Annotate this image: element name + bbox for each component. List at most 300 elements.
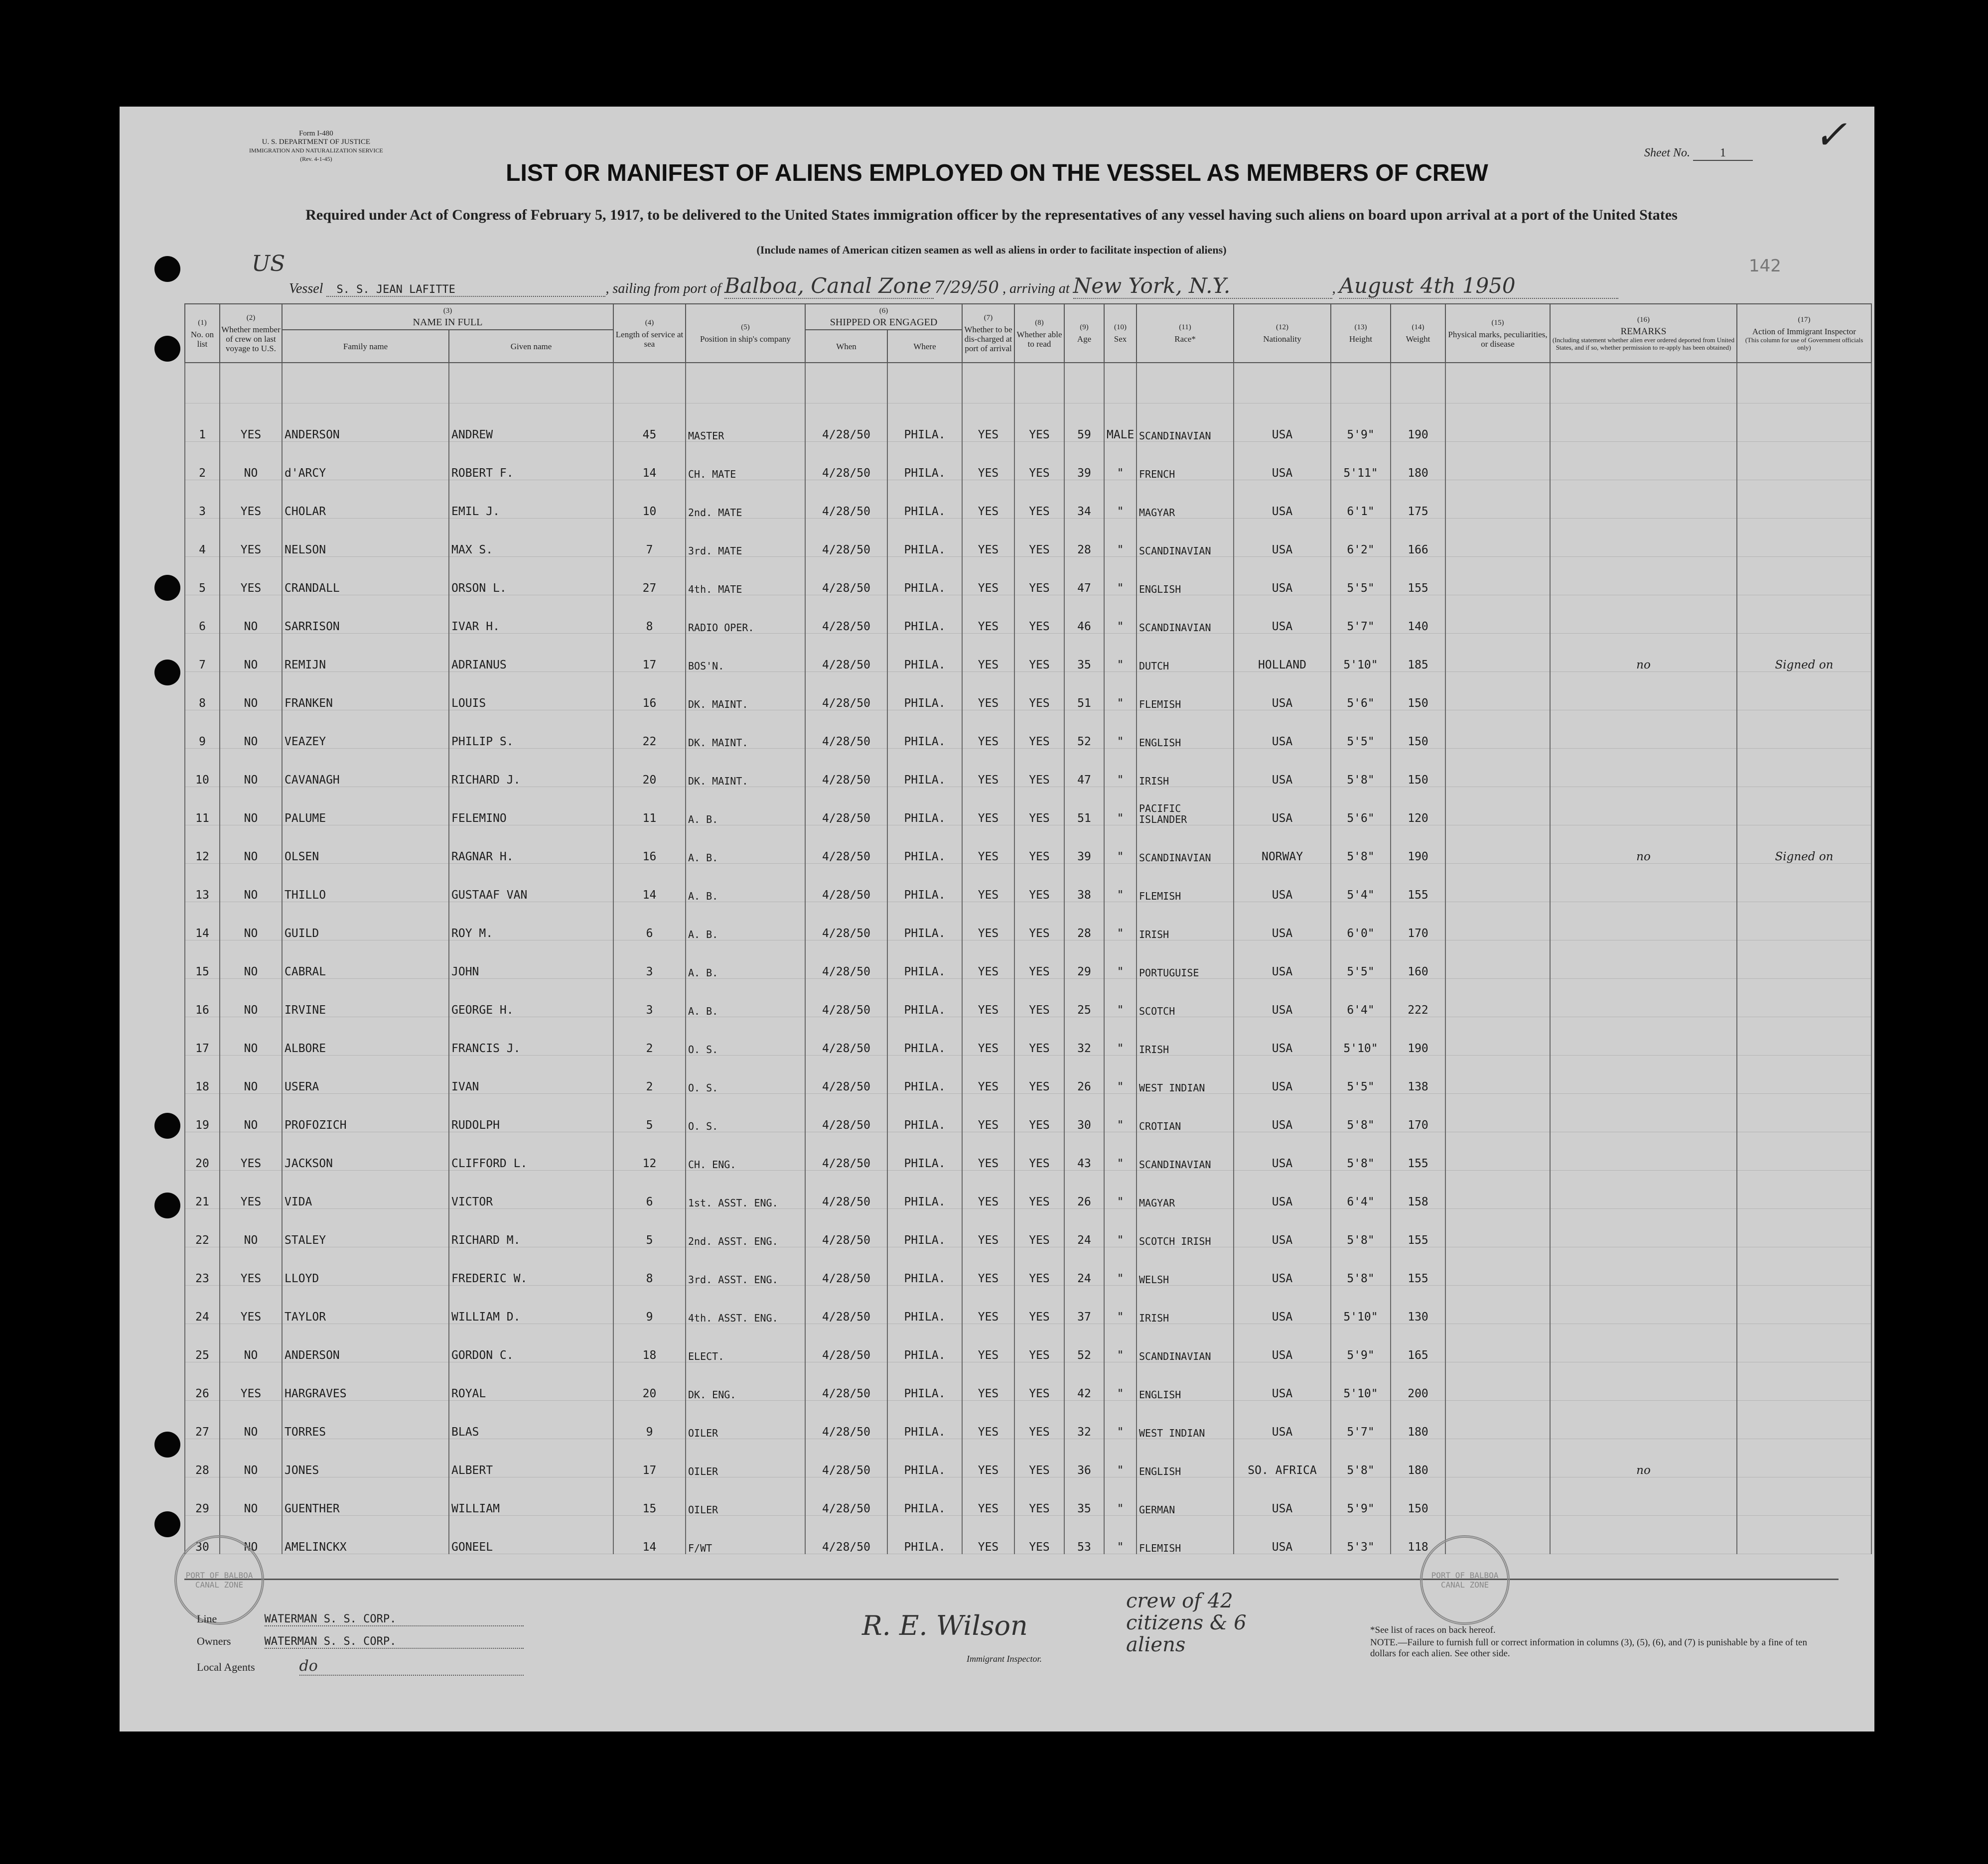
- shipped-when-cell: 4/28/50: [805, 1477, 887, 1516]
- length-of-service-cell: 20: [613, 1362, 686, 1401]
- given-name-cell: MAX S.: [449, 519, 613, 557]
- able-to-read-cell: YES: [1014, 442, 1064, 480]
- able-to-read-cell: YES: [1014, 1439, 1064, 1477]
- to-be-discharged-cell: YES: [962, 1516, 1014, 1554]
- member-last-voyage-cell: NO: [220, 1516, 282, 1554]
- height-cell: 5'8": [1331, 1439, 1391, 1477]
- inspector-action-cell: [1737, 403, 1871, 442]
- col-height-header: (13) Height: [1331, 304, 1391, 363]
- to-be-discharged-cell: YES: [962, 672, 1014, 710]
- length-of-service-cell: 14: [613, 1516, 686, 1554]
- height-cell: 6'0": [1331, 902, 1391, 940]
- punch-hole: [154, 1113, 180, 1139]
- nationality-cell: USA: [1234, 480, 1331, 519]
- vessel-hand-prefix: US: [252, 251, 285, 276]
- to-be-discharged-cell: YES: [962, 1401, 1014, 1439]
- weight-cell: 150: [1391, 672, 1445, 710]
- length-of-service-cell: 2: [613, 1056, 686, 1094]
- given-name-cell: ANDREW: [449, 403, 613, 442]
- nationality-cell: USA: [1234, 710, 1331, 749]
- nationality-cell: USA: [1234, 557, 1331, 595]
- to-be-discharged-cell: YES: [962, 710, 1014, 749]
- shipped-where-cell: PHILA.: [887, 979, 962, 1017]
- sex-cell: ": [1104, 1286, 1136, 1324]
- vessel-line: Vessel S. S. JEAN LAFITTE , sailing from port of Balboa, Canal Zone 7/29/50 , arriving at New York, N.Y. , August 4th 1950: [289, 273, 1618, 299]
- sex-cell: ": [1104, 1171, 1136, 1209]
- shipped-where-cell: PHILA.: [887, 1516, 962, 1554]
- age-cell: 35: [1064, 634, 1104, 672]
- col-age-header: (9) Age: [1064, 304, 1104, 363]
- shipped-when-cell: 4/28/50: [805, 672, 887, 710]
- physical-marks-cell: [1445, 634, 1550, 672]
- col-shipped-header: (6) SHIPPED OR ENGAGED: [805, 304, 962, 330]
- weight-cell: 155: [1391, 1132, 1445, 1171]
- family-name-cell: VIDA: [282, 1171, 449, 1209]
- nationality-cell: USA: [1234, 1286, 1331, 1324]
- crew-rows: [185, 363, 1871, 1554]
- family-name-cell: SARRISON: [282, 595, 449, 634]
- inspector-action-cell: Signed on: [1737, 634, 1871, 672]
- length-of-service-cell: 45: [613, 403, 686, 442]
- table-row: [185, 1477, 1871, 1516]
- to-be-discharged-cell: YES: [962, 519, 1014, 557]
- shipped-where-cell: PHILA.: [887, 672, 962, 710]
- nationality-cell: USA: [1234, 1132, 1331, 1171]
- remarks-cell: [1550, 1247, 1737, 1286]
- member-last-voyage-cell: NO: [220, 1056, 282, 1094]
- given-name-cell: ROBERT F.: [449, 442, 613, 480]
- remarks-cell: [1550, 1324, 1737, 1362]
- punch-hole: [154, 575, 180, 601]
- crew-count-note: crew of 42 citizens & 6 aliens: [1126, 1590, 1247, 1656]
- member-last-voyage-cell: NO: [220, 979, 282, 1017]
- table-row: [185, 1056, 1871, 1094]
- table-row: [185, 634, 1871, 672]
- able-to-read-cell: YES: [1014, 940, 1064, 979]
- row-number-cell: 21: [185, 1171, 220, 1209]
- ship-position-cell: F/WT: [686, 1516, 805, 1554]
- shipped-when-cell: 4/28/50: [805, 787, 887, 825]
- shipped-when-cell: 4/28/50: [805, 634, 887, 672]
- weight-cell: 180: [1391, 1401, 1445, 1439]
- shipped-where-cell: PHILA.: [887, 940, 962, 979]
- age-cell: 25: [1064, 979, 1104, 1017]
- age-cell: 29: [1064, 940, 1104, 979]
- to-be-discharged-cell: YES: [962, 1324, 1014, 1362]
- physical-marks-cell: [1445, 442, 1550, 480]
- age-cell: 34: [1064, 480, 1104, 519]
- nationality-cell: USA: [1234, 902, 1331, 940]
- able-to-read-cell: YES: [1014, 1247, 1064, 1286]
- family-name-cell: THILLO: [282, 864, 449, 902]
- age-cell: 26: [1064, 1056, 1104, 1094]
- height-cell: 6'2": [1331, 519, 1391, 557]
- inspector-action-cell: [1737, 1324, 1871, 1362]
- nationality-cell: USA: [1234, 595, 1331, 634]
- height-cell: 5'9": [1331, 1477, 1391, 1516]
- sex-cell: ": [1104, 1516, 1136, 1554]
- to-be-discharged-cell: YES: [962, 1056, 1014, 1094]
- table-row: [185, 442, 1871, 480]
- physical-marks-cell: [1445, 1362, 1550, 1401]
- length-of-service-cell: 8: [613, 595, 686, 634]
- inspector-action-cell: [1737, 557, 1871, 595]
- age-cell: 30: [1064, 1094, 1104, 1132]
- table-row: [185, 1439, 1871, 1477]
- family-name-cell: CAVANAGH: [282, 749, 449, 787]
- inspector-action-cell: [1737, 1516, 1871, 1554]
- race-cell: ENGLISH: [1136, 1439, 1234, 1477]
- sex-cell: ": [1104, 902, 1136, 940]
- race-cell: SCOTCH: [1136, 979, 1234, 1017]
- shipped-where-cell: PHILA.: [887, 634, 962, 672]
- remarks-cell: [1550, 1094, 1737, 1132]
- length-of-service-cell: 5: [613, 1094, 686, 1132]
- age-cell: 51: [1064, 787, 1104, 825]
- ship-position-cell: 2nd. ASST. ENG.: [686, 1209, 805, 1247]
- table-row: [185, 1247, 1871, 1286]
- weight-cell: 155: [1391, 557, 1445, 595]
- age-cell: 26: [1064, 1171, 1104, 1209]
- given-name-cell: GORDON C.: [449, 1324, 613, 1362]
- arrival-date: August 4th 1950: [1339, 273, 1618, 299]
- age-cell: 24: [1064, 1247, 1104, 1286]
- member-last-voyage-cell: YES: [220, 1171, 282, 1209]
- nationality-cell: USA: [1234, 1056, 1331, 1094]
- able-to-read-cell: YES: [1014, 595, 1064, 634]
- ship-position-cell: 1st. ASST. ENG.: [686, 1171, 805, 1209]
- stamp-number: 142: [1749, 256, 1781, 276]
- weight-cell: 190: [1391, 825, 1445, 864]
- member-last-voyage-cell: YES: [220, 480, 282, 519]
- shipped-where-cell: PHILA.: [887, 1286, 962, 1324]
- weight-cell: 150: [1391, 749, 1445, 787]
- sex-cell: ": [1104, 1209, 1136, 1247]
- col-race-header: (11) Race*: [1136, 304, 1234, 363]
- vessel-label: Vessel: [289, 281, 323, 296]
- shipped-when-cell: 4/28/50: [805, 1439, 887, 1477]
- inspector-action-cell: [1737, 749, 1871, 787]
- given-name-cell: GONEEL: [449, 1516, 613, 1554]
- shipped-when-cell: 4/28/50: [805, 1401, 887, 1439]
- row-number-cell: 20: [185, 1132, 220, 1171]
- nationality-cell: USA: [1234, 672, 1331, 710]
- nationality-cell: NORWAY: [1234, 825, 1331, 864]
- able-to-read-cell: YES: [1014, 1132, 1064, 1171]
- length-of-service-cell: 2: [613, 1017, 686, 1056]
- race-cell: PACIFIC ISLANDER: [1136, 787, 1234, 825]
- departure-port: Balboa, Canal Zone: [724, 273, 934, 299]
- inspector-action-cell: [1737, 442, 1871, 480]
- row-number-cell: 28: [185, 1439, 220, 1477]
- shipped-when-cell: 4/28/50: [805, 979, 887, 1017]
- form-id-block: [249, 130, 383, 163]
- given-name-cell: IVAN: [449, 1056, 613, 1094]
- inspector-action-cell: [1737, 1362, 1871, 1401]
- ship-position-cell: OILER: [686, 1401, 805, 1439]
- weight-cell: 175: [1391, 480, 1445, 519]
- race-cell: ENGLISH: [1136, 1362, 1234, 1401]
- owners-field: [197, 1635, 524, 1649]
- able-to-read-cell: YES: [1014, 1171, 1064, 1209]
- family-name-cell: JONES: [282, 1439, 449, 1477]
- given-name-cell: LOUIS: [449, 672, 613, 710]
- col-position-header: (5) Position in ship's company: [686, 304, 805, 363]
- weight-cell: 165: [1391, 1324, 1445, 1362]
- age-cell: 52: [1064, 1324, 1104, 1362]
- inspector-action-cell: [1737, 672, 1871, 710]
- shipped-where-cell: PHILA.: [887, 1094, 962, 1132]
- given-name-cell: FREDERIC W.: [449, 1247, 613, 1286]
- to-be-discharged-cell: YES: [962, 557, 1014, 595]
- weight-cell: 160: [1391, 940, 1445, 979]
- weight-cell: 170: [1391, 1094, 1445, 1132]
- member-last-voyage-cell: NO: [220, 787, 282, 825]
- weight-cell: 140: [1391, 595, 1445, 634]
- remarks-cell: [1550, 1286, 1737, 1324]
- remarks-cell: [1550, 979, 1737, 1017]
- remarks-cell: [1550, 672, 1737, 710]
- physical-marks-cell: [1445, 825, 1550, 864]
- sex-cell: ": [1104, 1439, 1136, 1477]
- to-be-discharged-cell: YES: [962, 1132, 1014, 1171]
- ship-position-cell: A. B.: [686, 902, 805, 940]
- to-be-discharged-cell: YES: [962, 1286, 1014, 1324]
- shipped-where-cell: PHILA.: [887, 902, 962, 940]
- age-cell: 42: [1064, 1362, 1104, 1401]
- remarks-cell: [1550, 749, 1737, 787]
- shipped-when-cell: 4/28/50: [805, 1516, 887, 1554]
- length-of-service-cell: 16: [613, 672, 686, 710]
- nationality-cell: USA: [1234, 1017, 1331, 1056]
- family-name-cell: CHOLAR: [282, 480, 449, 519]
- shipped-where-cell: PHILA.: [887, 1324, 962, 1362]
- col-no-header: (1) No. on list: [185, 304, 220, 363]
- height-cell: 5'10": [1331, 1362, 1391, 1401]
- race-cell: SCOTCH IRISH: [1136, 1209, 1234, 1247]
- row-number-cell: 12: [185, 825, 220, 864]
- able-to-read-cell: YES: [1014, 979, 1064, 1017]
- ship-position-cell: 4th. ASST. ENG.: [686, 1286, 805, 1324]
- height-cell: 5'5": [1331, 710, 1391, 749]
- physical-marks-cell: [1445, 979, 1550, 1017]
- sex-cell: ": [1104, 519, 1136, 557]
- race-cell: WEST INDIAN: [1136, 1401, 1234, 1439]
- given-name-cell: WILLIAM D.: [449, 1286, 613, 1324]
- race-cell: SCANDINAVIAN: [1136, 519, 1234, 557]
- table-row: [185, 557, 1871, 595]
- length-of-service-cell: 14: [613, 864, 686, 902]
- able-to-read-cell: YES: [1014, 749, 1064, 787]
- inspector-action-cell: [1737, 787, 1871, 825]
- ship-position-cell: CH. MATE: [686, 442, 805, 480]
- table-row: [185, 672, 1871, 710]
- remarks-cell: [1550, 442, 1737, 480]
- inspector-action-cell: [1737, 864, 1871, 902]
- ship-position-cell: DK. MAINT.: [686, 710, 805, 749]
- member-last-voyage-cell: YES: [220, 1247, 282, 1286]
- nationality-cell: USA: [1234, 1209, 1331, 1247]
- sex-cell: ": [1104, 1094, 1136, 1132]
- given-name-cell: EMIL J.: [449, 480, 613, 519]
- shipped-where-cell: PHILA.: [887, 1209, 962, 1247]
- member-last-voyage-cell: NO: [220, 595, 282, 634]
- length-of-service-cell: 3: [613, 979, 686, 1017]
- row-number-cell: 6: [185, 595, 220, 634]
- able-to-read-cell: YES: [1014, 1516, 1064, 1554]
- family-name-cell: IRVINE: [282, 979, 449, 1017]
- shipped-where-cell: PHILA.: [887, 864, 962, 902]
- physical-marks-cell: [1445, 595, 1550, 634]
- member-last-voyage-cell: NO: [220, 749, 282, 787]
- shipped-where-cell: PHILA.: [887, 1132, 962, 1171]
- able-to-read-cell: YES: [1014, 1209, 1064, 1247]
- length-of-service-cell: 12: [613, 1132, 686, 1171]
- inspector-action-cell: [1737, 480, 1871, 519]
- ship-position-cell: ELECT.: [686, 1324, 805, 1362]
- ship-position-cell: OILER: [686, 1477, 805, 1516]
- member-last-voyage-cell: YES: [220, 519, 282, 557]
- able-to-read-cell: YES: [1014, 1094, 1064, 1132]
- length-of-service-cell: 3: [613, 940, 686, 979]
- row-number-cell: 2: [185, 442, 220, 480]
- sex-cell: ": [1104, 787, 1136, 825]
- punch-hole: [154, 256, 180, 282]
- race-cell: IRISH: [1136, 1286, 1234, 1324]
- sex-cell: ": [1104, 1017, 1136, 1056]
- ship-position-cell: 3rd. ASST. ENG.: [686, 1247, 805, 1286]
- to-be-discharged-cell: YES: [962, 940, 1014, 979]
- length-of-service-cell: 17: [613, 1439, 686, 1477]
- age-cell: 37: [1064, 1286, 1104, 1324]
- table-row: [185, 1094, 1871, 1132]
- age-cell: 47: [1064, 749, 1104, 787]
- nationality-cell: USA: [1234, 749, 1331, 787]
- to-be-discharged-cell: YES: [962, 1094, 1014, 1132]
- member-last-voyage-cell: YES: [220, 403, 282, 442]
- member-last-voyage-cell: NO: [220, 1324, 282, 1362]
- to-be-discharged-cell: YES: [962, 480, 1014, 519]
- shipped-when-cell: 4/28/50: [805, 442, 887, 480]
- shipped-when-cell: 4/28/50: [805, 403, 887, 442]
- length-of-service-cell: 6: [613, 1171, 686, 1209]
- row-number-cell: 17: [185, 1017, 220, 1056]
- member-last-voyage-cell: NO: [220, 710, 282, 749]
- length-of-service-cell: 5: [613, 1209, 686, 1247]
- row-number-cell: 26: [185, 1362, 220, 1401]
- races-note: *See list of races on back hereof.: [1370, 1625, 1496, 1635]
- nationality-cell: USA: [1234, 1247, 1331, 1286]
- race-cell: FRENCH: [1136, 442, 1234, 480]
- race-cell: IRISH: [1136, 749, 1234, 787]
- able-to-read-cell: YES: [1014, 519, 1064, 557]
- race-cell: SCANDINAVIAN: [1136, 1324, 1234, 1362]
- length-of-service-cell: 11: [613, 787, 686, 825]
- table-row: [185, 480, 1871, 519]
- form-dept: U. S. DEPARTMENT OF JUSTICE: [262, 138, 371, 146]
- to-be-discharged-cell: YES: [962, 1439, 1014, 1477]
- remarks-cell: no: [1550, 1439, 1737, 1477]
- age-cell: 38: [1064, 864, 1104, 902]
- height-cell: 5'3": [1331, 1516, 1391, 1554]
- inspector-action-cell: [1737, 1017, 1871, 1056]
- remarks-cell: [1550, 595, 1737, 634]
- able-to-read-cell: YES: [1014, 1017, 1064, 1056]
- age-cell: 32: [1064, 1401, 1104, 1439]
- height-cell: 5'8": [1331, 749, 1391, 787]
- physical-marks-cell: [1445, 1171, 1550, 1209]
- ship-position-cell: DK. MAINT.: [686, 672, 805, 710]
- weight-cell: 130: [1391, 1286, 1445, 1324]
- given-name-cell: PHILIP S.: [449, 710, 613, 749]
- shipped-when-cell: 4/28/50: [805, 1171, 887, 1209]
- race-cell: PORTUGUISE: [1136, 940, 1234, 979]
- family-name-cell: ANDERSON: [282, 1324, 449, 1362]
- family-name-cell: NELSON: [282, 519, 449, 557]
- table-row: [185, 1209, 1871, 1247]
- remarks-cell: [1550, 787, 1737, 825]
- col-service-header: (4) Length of service at sea: [613, 304, 686, 363]
- remarks-cell: [1550, 1171, 1737, 1209]
- punch-hole: [154, 1511, 180, 1537]
- given-name-cell: WILLIAM: [449, 1477, 613, 1516]
- form-rev: (Rev. 4-1-45): [300, 155, 332, 162]
- agents-field: [197, 1657, 524, 1676]
- agents-value: do: [299, 1657, 524, 1676]
- member-last-voyage-cell: YES: [220, 1362, 282, 1401]
- height-cell: 6'4": [1331, 1171, 1391, 1209]
- physical-marks-cell: [1445, 1477, 1550, 1516]
- member-last-voyage-cell: NO: [220, 672, 282, 710]
- ship-position-cell: CH. ENG.: [686, 1132, 805, 1171]
- height-cell: 5'8": [1331, 825, 1391, 864]
- age-cell: 53: [1064, 1516, 1104, 1554]
- shipped-where-cell: PHILA.: [887, 1401, 962, 1439]
- weight-cell: 170: [1391, 902, 1445, 940]
- able-to-read-cell: YES: [1014, 864, 1064, 902]
- able-to-read-cell: YES: [1014, 1362, 1064, 1401]
- shipped-where-cell: PHILA.: [887, 442, 962, 480]
- height-cell: 5'8": [1331, 1132, 1391, 1171]
- physical-marks-cell: [1445, 1324, 1550, 1362]
- length-of-service-cell: 22: [613, 710, 686, 749]
- shipped-when-cell: 4/28/50: [805, 1247, 887, 1286]
- shipped-when-cell: 4/28/50: [805, 710, 887, 749]
- sex-cell: ": [1104, 480, 1136, 519]
- family-name-cell: ALBORE: [282, 1017, 449, 1056]
- height-cell: 6'1": [1331, 480, 1391, 519]
- to-be-discharged-cell: YES: [962, 403, 1014, 442]
- member-last-voyage-cell: NO: [220, 1439, 282, 1477]
- height-cell: 5'10": [1331, 1017, 1391, 1056]
- table-row: [185, 1324, 1871, 1362]
- member-last-voyage-cell: NO: [220, 1209, 282, 1247]
- remarks-cell: [1550, 1017, 1737, 1056]
- remarks-cell: [1550, 1056, 1737, 1094]
- sex-cell: ": [1104, 710, 1136, 749]
- physical-marks-cell: [1445, 1401, 1550, 1439]
- race-cell: ENGLISH: [1136, 557, 1234, 595]
- family-name-cell: OLSEN: [282, 825, 449, 864]
- physical-marks-cell: [1445, 710, 1550, 749]
- family-name-cell: AMELINCKX: [282, 1516, 449, 1554]
- physical-marks-cell: [1445, 1017, 1550, 1056]
- sex-cell: ": [1104, 1362, 1136, 1401]
- given-name-cell: GEORGE H.: [449, 979, 613, 1017]
- ship-position-cell: O. S.: [686, 1017, 805, 1056]
- blank-row: [185, 363, 1871, 403]
- able-to-read-cell: YES: [1014, 1286, 1064, 1324]
